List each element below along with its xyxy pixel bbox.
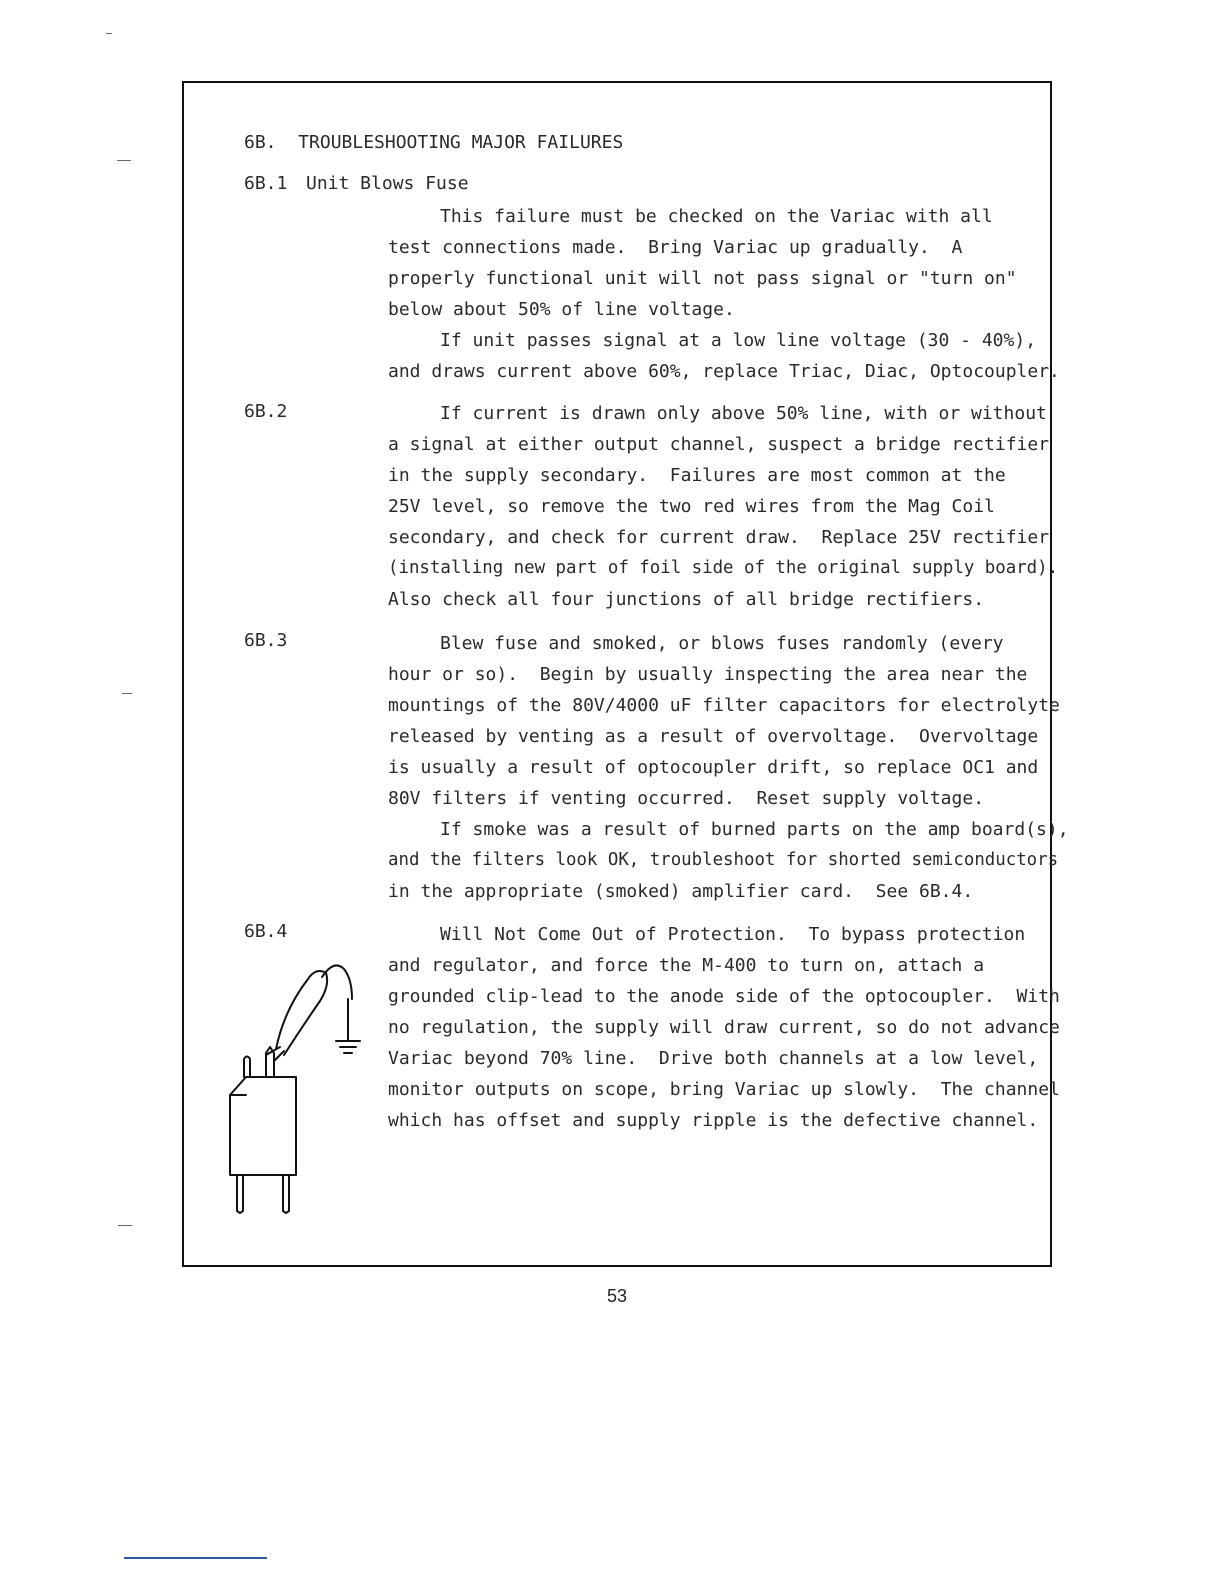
- text-line: If smoke was a result of burned parts on the amp board(s),: [440, 819, 1069, 840]
- paragraph-6b4: [388, 919, 1060, 1136]
- text-line: Will Not Come Out of Protection. To bypass protection: [440, 924, 1026, 945]
- clip-body: [276, 971, 327, 1055]
- section-number-6b1: 6B.1: [244, 173, 288, 194]
- text-line: 80V filters if venting occurred. Reset supply voltage.: [388, 788, 985, 809]
- text-line: mountings of the 80V/4000 uF filter capacitors for electrolyte: [388, 695, 1060, 716]
- text-line: If unit passes signal at a low line voltage (30 - 40%),: [440, 330, 1037, 351]
- text-line: released by venting as a result of overvoltage. Overvoltage: [388, 726, 1039, 747]
- text-line: and the filters look OK, troubleshoot for shorted semiconductors: [388, 850, 1059, 870]
- text-line: below about 50% of line voltage.: [388, 299, 735, 320]
- section-heading-6b1: Unit Blows Fuse: [306, 173, 469, 194]
- text-line: and regulator, and force the M-400 to turn on, attach a: [388, 955, 985, 976]
- section-number-6b3: 6B.3: [244, 630, 288, 651]
- paragraph-6b1: [388, 201, 1060, 387]
- footnote-rule: [124, 1557, 267, 1559]
- text-line: no regulation, the supply will draw current, so do not advance: [388, 1017, 1060, 1038]
- margin-mark: [118, 1225, 132, 1226]
- text-line: and draws current above 60%, replace Triac, Diac, Optocoupler.: [388, 361, 1060, 382]
- text-line: grounded clip-lead to the anode side of the optocoupler. With: [388, 986, 1060, 1007]
- page-number: 53: [606, 1286, 628, 1306]
- section-number-6b2: 6B.2: [244, 401, 288, 422]
- section-title: 6B. TROUBLESHOOTING MAJOR FAILURES: [244, 132, 624, 153]
- lead-right: [283, 1175, 289, 1213]
- text-line: test connections made. Bring Variac up gradually. A: [388, 237, 963, 258]
- text-line: Also check all four junctions of all bridge rectifiers.: [388, 589, 985, 610]
- text-line: in the supply secondary. Failures are most common at the: [388, 465, 1006, 486]
- optocoupler-body-outline: [230, 1077, 296, 1175]
- section-number-6b4: 6B.4: [244, 921, 288, 942]
- margin-mark: [106, 33, 112, 34]
- pin-left: [244, 1057, 250, 1078]
- text-line: hour or so). Begin by usually inspecting the area near the: [388, 664, 1028, 685]
- text-line: is usually a result of optocoupler drift, so replace OC1 and: [388, 757, 1039, 778]
- text-line: a signal at either output channel, suspect a bridge rectifier: [388, 434, 1050, 455]
- paragraph-6b3: [388, 628, 1069, 907]
- lead-left: [237, 1175, 243, 1213]
- text-line: Blew fuse and smoked, or blows fuses randomly (every: [440, 633, 1004, 654]
- margin-mark: [117, 160, 131, 161]
- paragraph-6b2: [388, 398, 1059, 615]
- text-line: monitor outputs on scope, bring Variac up slowly. The channel: [388, 1079, 1060, 1100]
- text-line: properly functional unit will not pass signal or "turn on": [388, 268, 1017, 289]
- text-line: If current is drawn only above 50% line, with or without: [440, 403, 1047, 424]
- text-line: Variac beyond 70% line. Drive both channels at a low level,: [388, 1048, 1039, 1069]
- clip-lead-illustration: [222, 955, 362, 1220]
- text-line: (installing new part of foil side of the original supply board).: [388, 558, 1059, 578]
- text-line: This failure must be checked on the Variac with all: [440, 206, 993, 227]
- text-line: in the appropriate (smoked) amplifier card. See 6B.4.: [388, 881, 974, 902]
- text-line: 25V level, so remove the two red wires from the Mag Coil: [388, 496, 995, 517]
- text-line: which has offset and supply ripple is the defective channel.: [388, 1110, 1039, 1131]
- margin-mark: [122, 693, 132, 694]
- text-line: secondary, and check for current draw. Replace 25V rectifier: [388, 527, 1050, 548]
